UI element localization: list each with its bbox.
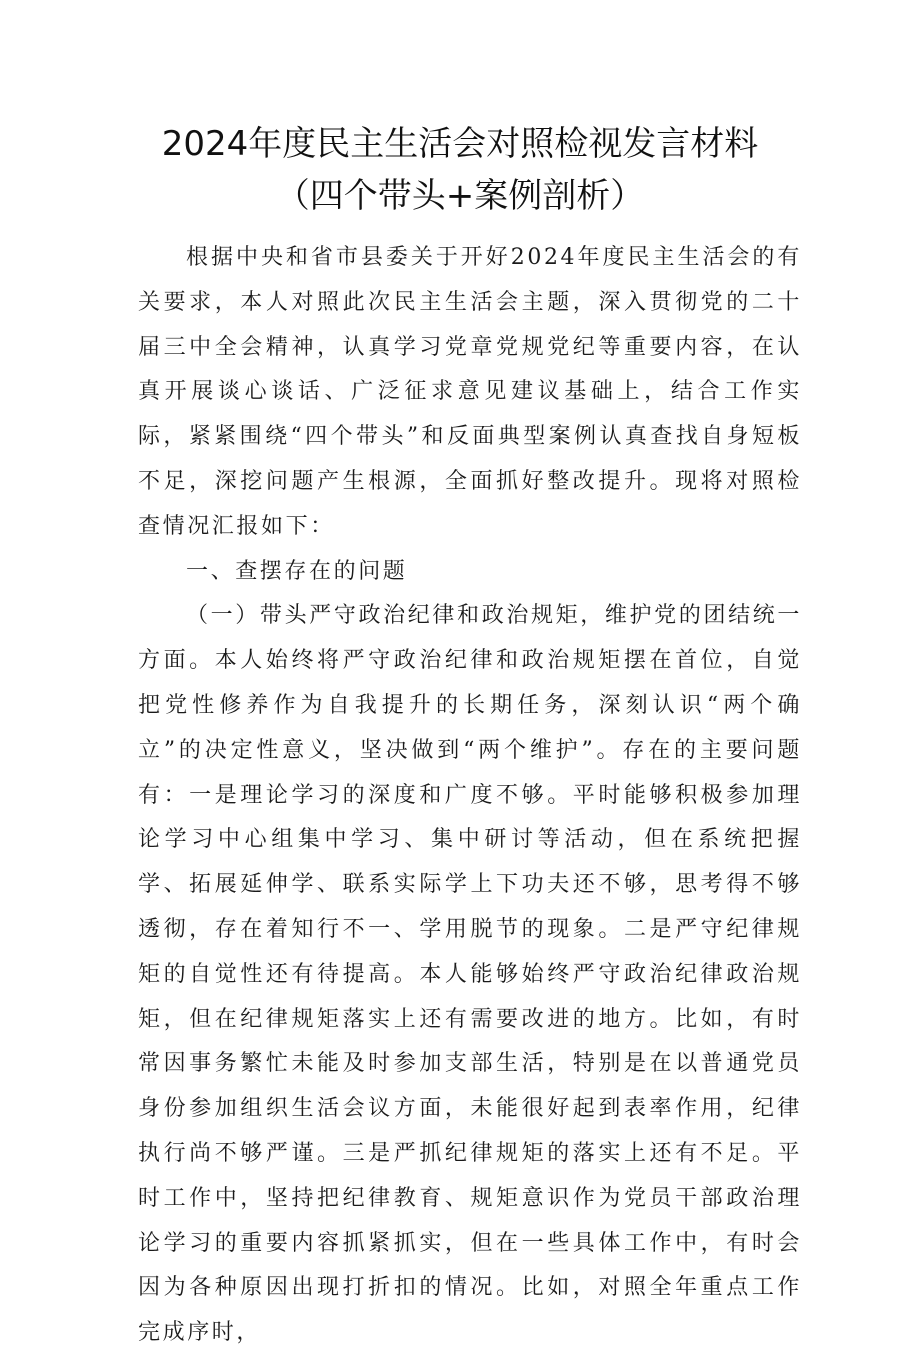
- section-heading: 一、查摆存在的问题: [186, 558, 408, 584]
- subsection-body: 本人始终将严守政治纪律和政治规矩摆在首位，自觉把党性修养作为自我提升的长期任务，深刻认识“两个确立”的决定性意义，坚决做到“两个维护”。存在的主要问题有：一是理论学习的深度和广度不够。平时能够积极参加理论学习中心组集中学习、集中研讨等活动，但在系统把握学、拓展延伸学、联系实际学上下功夫还不够，思考得不够透彻，存在着知行不一、学用脱节的现象。二是严守纪律规矩的自觉性还有待提高。本人能够始终严守政治纪律政治规矩，但在纪律规矩落实上还有需要改进的地方。比如，有时常因事务繁忙未能及时参加支部生活，特别是在以普通党员身份参加组织生活会议方面，未能很好起到表率作用，纪律执行尚不够严谨。三是严抓纪律规矩的落实上还有不足。平时工作中，坚持把纪律教育、规矩意识作为党员干部政治理论学习的重要内容抓紧抓实，但在一些具体工作中，有时会因为各种原因出现打折扣的情况。比如，对照全年重点工作完成序时，: [138, 648, 802, 1346]
- document-title: 2024年度民主生活会对照检视发言材料（四个带头+案例剖析）: [161, 124, 759, 216]
- subsection-paragraph: [138, 594, 802, 1356]
- intro-paragraph: 根据中央和省市县委关于开好2024年度民主生活会的有关要求，本人对照此次民主生活会主题，深入贯彻党的二十届三中全会精神，认真学习党章党规党纪等重要内容，在认真开展谈心谈话、广泛征求意见建议基础上，结合工作实际，紧紧围绕“四个带头”和反面典型案例认真查找自身短板不足，深挖问题产生根源，全面抓好整改提升。现将对照检查情况汇报如下：: [138, 245, 802, 539]
- document-body: [138, 236, 802, 1356]
- subsection-heading: （一）带头严守政治纪律和政治规矩，维护党的团结统一方面。: [138, 603, 802, 674]
